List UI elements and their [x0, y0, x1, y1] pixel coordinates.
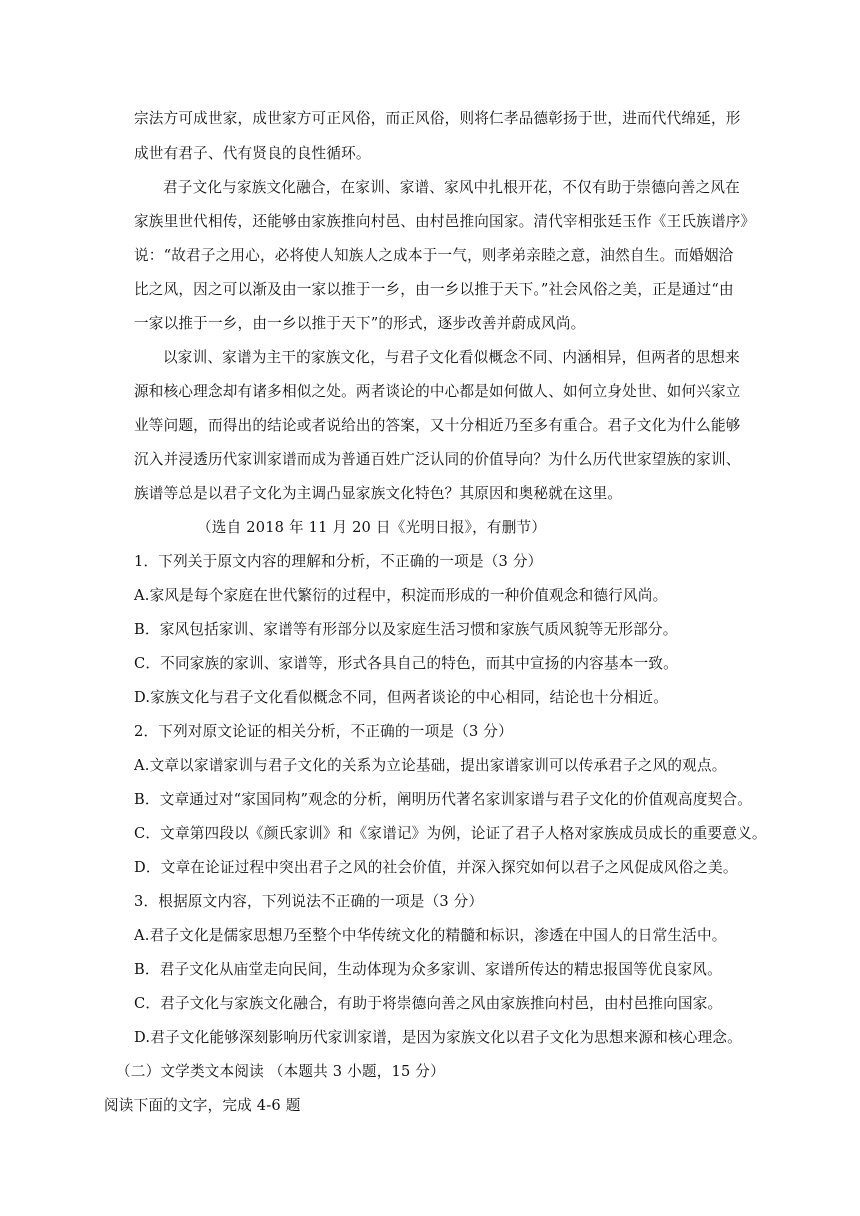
question-1-stem: 1．下列关于原文内容的理解和分析，不正确的一项是（3 分） — [134, 553, 543, 570]
paragraph-line: 家族里世代相传，还能够由家族推向村邑、由村邑推向国家。清代宰相张廷玉作《王氏族谱序》 — [134, 213, 756, 230]
paragraph-line: 宗法方可成世家，成世家方可正风俗，而正风俗，则将仁孝品德彰扬于世，进而代代绵延，形 — [134, 110, 741, 127]
paragraph-line: 业等问题，而得出的结论或者说给出的答案，又十分相近乃至多有重合。君子文化为什么能够 — [134, 417, 741, 434]
question-2-stem: 2．下列对原文论证的相关分析，不正确的一项是（3 分） — [134, 723, 513, 740]
paragraph-line: 源和核心理念却有诸多相似之处。两者谈论的中心都是如何做人、如何立身处世、如何兴家立 — [134, 383, 741, 400]
source-citation: （选自 2018 年 11 月 20 日《光明日报》，有删节） — [197, 519, 547, 536]
question-1-option-d: D.家族文化与君子文化看似概念不同，但两者谈论的中心相同，结论也十分相近。 — [134, 689, 669, 706]
question-2-option-d: D．文章在论证过程中突出君子之风的社会价值，并深入探究如何以君子之风促成风俗之美。 — [134, 859, 738, 876]
question-3-stem: 3．根据原文内容，下列说法不正确的一项是（3 分） — [134, 893, 484, 910]
question-1-option-c: C．不同家族的家训、家谱等，形式各具自己的特色，而其中宣扬的内容基本一致。 — [134, 655, 678, 672]
section-heading: （二）文学类文本阅读 （本题共 3 小题，15 分） — [116, 1063, 445, 1080]
question-3-option-c: C．君子文化与家族文化融合，有助于将崇德向善之风由家族推向村邑，由村邑推向国家。 — [134, 995, 723, 1012]
paragraph-line: 成世有君子、代有贤良的良性循环。 — [134, 145, 371, 162]
question-2-option-c: C．文章第四段以《颜氏家训》和《家谱记》为例，论证了君子人格对家族成员成长的重要意义。 — [134, 825, 767, 842]
question-1-option-a: A.家风是每个家庭在世代繁衍的过程中，积淀而形成的一种价值观念和德行风尚。 — [134, 587, 668, 604]
paragraph-line: 一家以推于一乡，由一乡以推于天下”的形式，逐步改善并蔚成风尚。 — [134, 315, 586, 332]
paragraph-line: 以家训、家谱为主干的家族文化，与君子文化看似概念不同、内涵相异，但两者的思想来 — [163, 349, 740, 366]
section-instruction: 阅读下面的文字，完成 4-6 题 — [104, 1097, 301, 1114]
question-3-option-b: B．君子文化从庙堂走向民间，生动体现为众多家训、家谱所传达的精忠报国等优良家风。 — [134, 961, 722, 978]
question-3-option-d: D.君子文化能够深刻影响历代家训家谱，是因为家族文化以君子文化为思想来源和核心理念。 — [134, 1029, 742, 1046]
paragraph-line: 说：“故君子之用心，必将使人知族人之成本于一气，则孝弟亲睦之意，油然自生。而婚姻洽 — [134, 247, 734, 264]
paragraph-line: 沉入并浸透历代家训家谱而成为普通百姓广泛认同的价值导向？为什么历代世家望族的家训、 — [134, 451, 741, 468]
question-2-option-a: A.文章以家谱家训与君子文化的关系为立论基础，提出家谱家训可以传承君子之风的观点。 — [134, 757, 727, 774]
question-1-option-b: B．家风包括家训、家谱等有形部分以及家庭生活习惯和家族气质风貌等无形部分。 — [134, 621, 678, 638]
question-3-option-a: A.君子文化是儒家思想乃至整个中华传统文化的精髓和标识，渗透在中国人的日常生活中。 — [134, 927, 727, 944]
paragraph-line: 君子文化与家族文化融合，在家训、家谱、家风中扎根开花，不仅有助于崇德向善之风在 — [163, 179, 740, 196]
paragraph-line: 族谱等总是以君子文化为主调凸显家族文化特色？其原因和奥秘就在这里。 — [134, 485, 623, 502]
paragraph-line: 比之风，因之可以渐及由一家以推于一乡，由一乡以推于天下。”社会风俗之美，正是通过“由 — [134, 281, 734, 298]
question-2-option-b: B．文章通过对“家国同构”观念的分析，阐明历代著名家训家谱与君子文化的价值观高度契合。 — [134, 791, 752, 808]
